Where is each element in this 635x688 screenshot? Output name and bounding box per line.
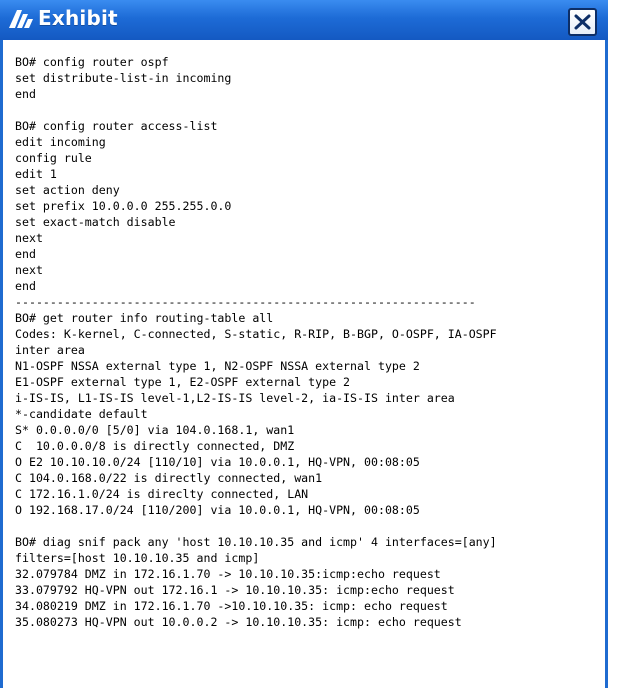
console-line: O E2 10.10.10.0/24 [110/10] via 10.0.0.1, HQ-VPN, 00:08:05 bbox=[15, 455, 420, 469]
console-line: ------------------------------------------------------------------ bbox=[15, 295, 476, 309]
console-line: set prefix 10.0.0.0 255.255.0.0 bbox=[15, 199, 232, 213]
console-line: 33.079792 HQ-VPN out 172.16.1 -> 10.10.10.35: icmp:echo request bbox=[15, 583, 455, 597]
exhibit-icon bbox=[8, 9, 34, 29]
console-line: *-candidate default bbox=[15, 407, 148, 421]
console-line: N1-OSPF NSSA external type 1, N2-OSPF NSSA external type 2 bbox=[15, 359, 420, 373]
console-line: 34.080219 DMZ in 172.16.1.70 ->10.10.10.35: icmp: echo request bbox=[15, 599, 448, 613]
console-line: end bbox=[15, 87, 36, 101]
console-line bbox=[15, 518, 605, 534]
console-line: edit incoming bbox=[15, 135, 106, 149]
console-line: O 192.168.17.0/24 [110/200] via 10.0.0.1, HQ-VPN, 00:08:05 bbox=[15, 503, 420, 517]
console-line: inter area bbox=[15, 343, 85, 357]
title-bar[interactable] bbox=[0, 0, 608, 40]
console-line: C 104.0.168.0/22 is directly connected, wan1 bbox=[15, 471, 323, 485]
console-line: 35.080273 HQ-VPN out 10.0.0.2 -> 10.10.10.35: icmp: echo request bbox=[15, 615, 462, 629]
console-line: filters=[host 10.10.10.35 and icmp] bbox=[15, 551, 260, 565]
exhibit-content[interactable] bbox=[3, 40, 605, 688]
console-line: end bbox=[15, 279, 36, 293]
console-line: C 10.0.0.0/8 is directly connected, DMZ bbox=[15, 439, 295, 453]
console-line: config rule bbox=[15, 151, 92, 165]
console-line: BO# config router access-list bbox=[15, 119, 218, 133]
console-line: C 172.16.1.0/24 is direclty connected, LAN bbox=[15, 487, 309, 501]
close-button[interactable] bbox=[568, 8, 597, 36]
console-line: S* 0.0.0.0/0 [5/0] via 104.0.168.1, wan1 bbox=[15, 423, 295, 437]
console-line: BO# get router info routing-table all bbox=[15, 311, 274, 325]
console-line: set exact-match disable bbox=[15, 215, 176, 229]
console-line: end bbox=[15, 247, 36, 261]
cli-output bbox=[15, 54, 605, 630]
console-line: set action deny bbox=[15, 183, 120, 197]
console-line: 32.079784 DMZ in 172.16.1.70 -> 10.10.10.35:icmp:echo request bbox=[15, 567, 441, 581]
console-line: BO# config router ospf bbox=[15, 55, 169, 69]
console-line: next bbox=[15, 263, 43, 277]
console-line: edit 1 bbox=[15, 167, 57, 181]
console-line: i-IS-IS, L1-IS-IS level-1,L2-IS-IS level-2, ia-IS-IS inter area bbox=[15, 391, 455, 405]
console-line bbox=[15, 102, 605, 118]
console-line: set distribute-list-in incoming bbox=[15, 71, 232, 85]
console-line: BO# diag snif pack any 'host 10.10.10.35 and icmp' 4 interfaces=[any] bbox=[15, 535, 497, 549]
console-line: Codes: K-kernel, C-connected, S-static, R-RIP, B-BGP, O-OSPF, IA-OSPF bbox=[15, 327, 497, 341]
window-title: Exhibit bbox=[38, 6, 118, 30]
console-line: E1-OSPF external type 1, E2-OSPF external type 2 bbox=[15, 375, 351, 389]
console-line: next bbox=[15, 231, 43, 245]
